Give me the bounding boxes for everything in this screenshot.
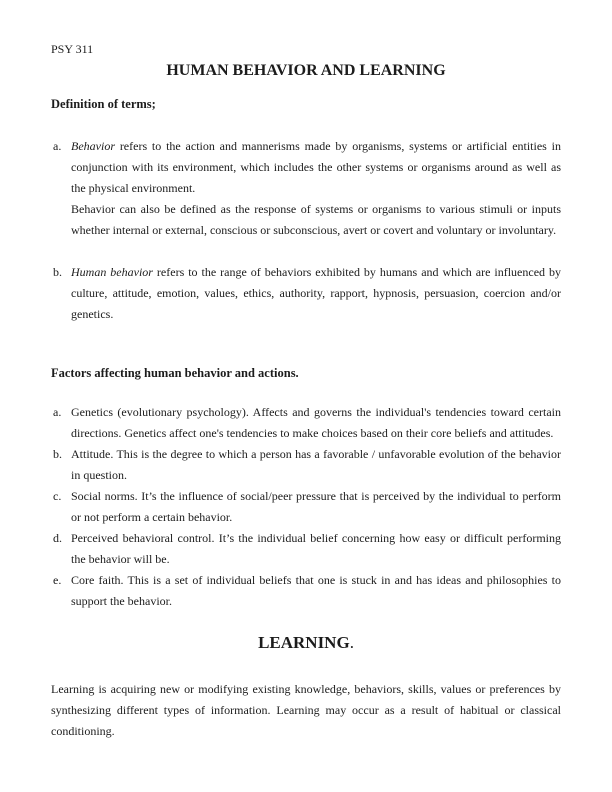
list-marker: e. xyxy=(53,573,62,587)
definitions-heading: Definition of terms; xyxy=(51,97,156,111)
definition-item-b xyxy=(51,262,561,325)
factor-text: Social norms. It’s the influence of social/peer pressure that is perceived by the individual to perform or not perform a certain behavior. xyxy=(71,489,561,524)
list-marker: a. xyxy=(53,405,62,419)
factor-item-b xyxy=(51,444,561,486)
definition-text xyxy=(71,136,561,199)
list-marker: b. xyxy=(53,265,62,279)
factor-item-d xyxy=(51,528,561,570)
definition-term: Behavior xyxy=(71,139,115,153)
factor-text: Genetics (evolutionary psychology). Affects and governs the individual's tendencies toward certain directions. Genetics affect one's tendencies to make choices based on their core beliefs and attitudes. xyxy=(71,405,561,440)
factor-text: Perceived behavioral control. It’s the individual belief concerning how easy or difficult performing the behavior will be. xyxy=(71,531,561,566)
factor-text: Core faith. This is a set of individual beliefs that one is stuck in and has ideas and philosophies to support the behavior. xyxy=(71,573,561,608)
definition-term: Human behavior xyxy=(71,265,153,279)
list-marker: c. xyxy=(53,489,62,503)
factor-text: Attitude. This is the degree to which a person has a favorable / unfavorable evolution of the behavior in question. xyxy=(71,447,561,482)
learning-heading xyxy=(51,632,561,653)
list-marker: d. xyxy=(53,531,62,545)
factor-item-c xyxy=(51,486,561,528)
definition-item-body xyxy=(71,262,561,325)
course-code: PSY 311 xyxy=(51,42,94,56)
definition-item-a xyxy=(51,136,561,241)
learning-heading-period: . xyxy=(349,633,354,652)
factors-list xyxy=(51,402,561,612)
definition-text xyxy=(71,262,561,325)
list-marker: a. xyxy=(53,139,62,153)
factor-item-a xyxy=(51,402,561,444)
definition-description: refers to the range of behaviors exhibited by humans and which are influenced by culture, attitude, emotion, values, ethics, authority, rapport, hypnosis, persuasion, coercion and/or genetics. xyxy=(71,265,561,321)
definition-description: refers to the action and mannerisms made by organisms, systems or artificial entities in conjunction with its environment, which includes the other systems or organisms around as well as the physical environment. xyxy=(71,139,561,195)
document-title: HUMAN BEHAVIOR AND LEARNING xyxy=(166,62,446,79)
list-marker: b. xyxy=(53,447,62,461)
factor-item-e xyxy=(51,570,561,612)
learning-paragraph: Learning is acquiring new or modifying existing knowledge, behaviors, skills, values or preferences by synthesizing different types of information. Learning may occur as a result of habitual or classical conditioning. xyxy=(51,682,561,738)
learning-heading-word: LEARNING xyxy=(258,633,350,652)
definition-extra: Behavior can also be defined as the response of systems or organisms to various stimuli or inputs whether internal or external, conscious or subconscious, avert or covert and voluntary or involuntary. xyxy=(71,202,561,237)
factors-heading: Factors affecting human behavior and actions. xyxy=(51,366,299,380)
definition-item-body xyxy=(71,136,561,241)
definitions-list xyxy=(51,136,561,325)
